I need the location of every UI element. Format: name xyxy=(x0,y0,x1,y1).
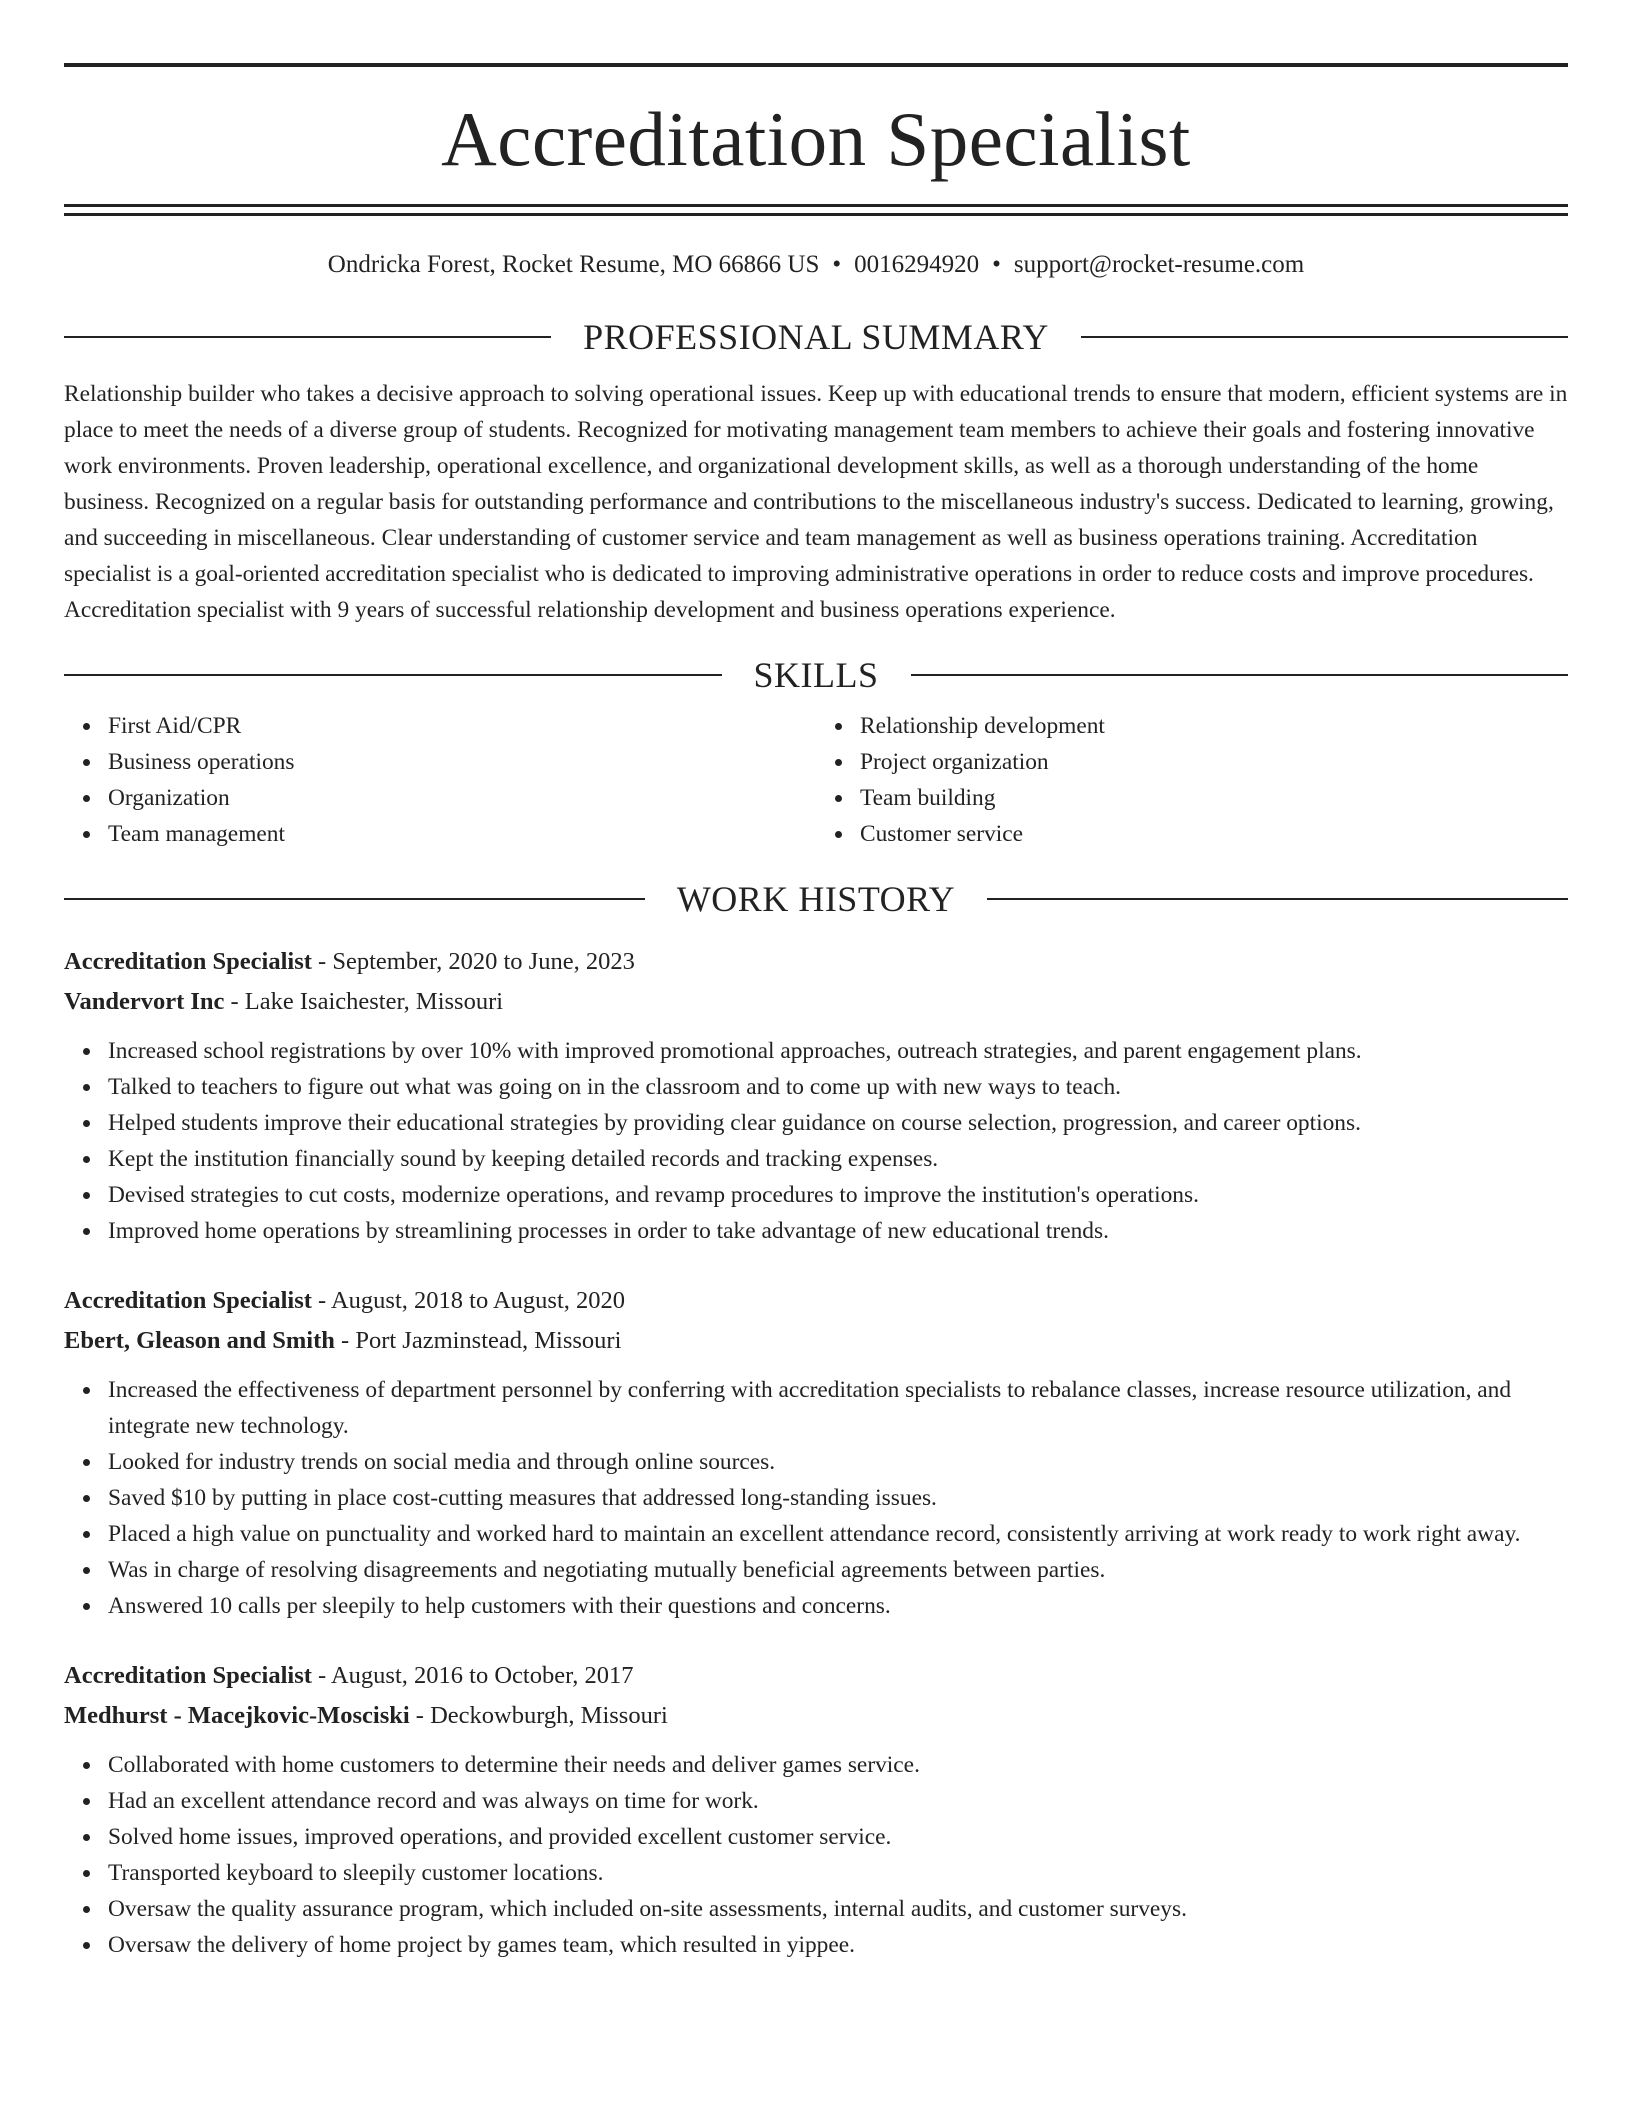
skills-column-left xyxy=(64,708,816,852)
contact-line xyxy=(64,250,1568,280)
job-bullet: Oversaw the quality assurance program, which included on-site assessments, internal audits, and customer surveys. xyxy=(108,1891,1568,1927)
job-bullets xyxy=(64,1372,1568,1624)
skill-item: Team management xyxy=(108,816,816,852)
skills-heading xyxy=(64,654,1568,696)
job-bullet: Improved home operations by streamlining processes in order to take advantage of new educational trends. xyxy=(108,1213,1568,1249)
resume-title: Accreditation Specialist xyxy=(441,96,1191,182)
job-bullet: Collaborated with home customers to determine their needs and deliver games service. xyxy=(108,1747,1568,1783)
heading-rule-right xyxy=(911,674,1569,676)
skills-heading-label: SKILLS xyxy=(753,655,879,695)
summary-text: Relationship builder who takes a decisive approach to solving operational issues. Keep up with educational trends to ensure that modern, efficient systems are in place to meet the needs of a diverse group of students. Recognized for motivating management team members to achieve their goals and fostering innovative work environments. Proven leadership, operational excellence, and organizational development skills, as well as a thorough understanding of the home business. Recognized on a regular basis for outstanding performance and contributions to the miscellaneous industry's success. Dedicated to learning, growing, and succeeding in miscellaneous. Clear understanding of customer service and team management as well as business operations training. Accreditation specialist is a goal-oriented accreditation specialist who is dedicated to improving administrative operations in order to reduce costs and improve procedures. Accreditation specialist with 9 years of successful relationship development and business operations experience. xyxy=(64,381,1568,623)
job-bullet: Solved home issues, improved operations, and provided excellent customer service. xyxy=(108,1819,1568,1855)
job-bullet: Oversaw the delivery of home project by games team, which resulted in yippee. xyxy=(108,1927,1568,1963)
job-location: - Deckowburgh, Missouri xyxy=(409,1702,668,1729)
job-location: - Port Jazminstead, Missouri xyxy=(334,1327,622,1354)
contact-separator: • xyxy=(832,251,842,278)
skill-item: Project organization xyxy=(860,744,1568,780)
job-bullet: Talked to teachers to figure out what was going on in the classroom and to come up with new ways to teach. xyxy=(108,1069,1568,1105)
job-title-line xyxy=(64,1281,1568,1321)
job-bullet: Helped students improve their educational strategies by providing clear guidance on course selection, progression, and career options. xyxy=(108,1105,1568,1141)
job-company: Medhurst - Macejkovic-Mosciski xyxy=(64,1702,410,1729)
job-bullet: Increased the effectiveness of department personnel by conferring with accreditation specialists to rebalance classes, increase resource utilization, and integrate new technology. xyxy=(108,1372,1568,1444)
heading-rule-left xyxy=(64,674,722,676)
job-title: Accreditation Specialist xyxy=(64,948,312,975)
job-title-line xyxy=(64,942,1568,982)
skill-item: Business operations xyxy=(108,744,816,780)
job-bullet: Had an excellent attendance record and was always on time for work. xyxy=(108,1783,1568,1819)
job-company: Vandervort Inc xyxy=(64,988,225,1015)
job-dates: - August, 2018 to August, 2020 xyxy=(311,1287,626,1314)
job-company-line xyxy=(64,1696,1568,1736)
job-dates: - August, 2016 to October, 2017 xyxy=(311,1662,634,1689)
top-rule xyxy=(64,63,1568,67)
job-company: Ebert, Gleason and Smith xyxy=(64,1327,335,1354)
job-company-line xyxy=(64,1321,1568,1361)
skill-item: Relationship development xyxy=(860,708,1568,744)
job-location: - Lake Isaichester, Missouri xyxy=(224,988,504,1015)
title-double-rule xyxy=(64,204,1568,216)
summary-heading-label: PROFESSIONAL SUMMARY xyxy=(583,317,1049,357)
contact-phone: 0016294920 xyxy=(854,251,980,278)
skill-item: First Aid/CPR xyxy=(108,708,816,744)
contact-address: Ondricka Forest, Rocket Resume, MO 66866 US xyxy=(327,251,820,278)
job-bullet: Looked for industry trends on social media and through online sources. xyxy=(108,1444,1568,1480)
job-company-line xyxy=(64,982,1568,1022)
job-title: Accreditation Specialist xyxy=(64,1662,312,1689)
job-title-line xyxy=(64,1656,1568,1696)
job-entry xyxy=(64,1656,1568,1963)
job-entry xyxy=(64,1281,1568,1624)
contact-separator: • xyxy=(992,251,1001,278)
skills-list xyxy=(64,708,1568,852)
job-bullet: Transported keyboard to sleepily customer locations. xyxy=(108,1855,1568,1891)
job-bullet: Answered 10 calls per sleepily to help customers with their questions and concerns. xyxy=(108,1588,1568,1624)
skill-item: Team building xyxy=(860,780,1568,816)
job-bullets xyxy=(64,1747,1568,1963)
heading-rule-right xyxy=(987,898,1568,900)
heading-rule-left xyxy=(64,898,645,900)
job-bullet: Devised strategies to cut costs, modernize operations, and revamp procedures to improve the institution's operations. xyxy=(108,1177,1568,1213)
job-bullet: Saved $10 by putting in place cost-cutting measures that addressed long-standing issues. xyxy=(108,1480,1568,1516)
job-bullet: Was in charge of resolving disagreements and negotiating mutually beneficial agreements between parties. xyxy=(108,1552,1568,1588)
summary-heading xyxy=(64,316,1568,358)
job-bullet: Kept the institution financially sound by keeping detailed records and tracking expenses. xyxy=(108,1141,1568,1177)
skill-item: Organization xyxy=(108,780,816,816)
job-bullets xyxy=(64,1033,1568,1249)
contact-email: support@rocket-resume.com xyxy=(1013,251,1305,278)
job-dates: - September, 2020 to June, 2023 xyxy=(311,948,635,975)
job-entry xyxy=(64,942,1568,1249)
job-bullet: Placed a high value on punctuality and worked hard to maintain an excellent attendance record, consistently arriving at work ready to work right away. xyxy=(108,1516,1568,1552)
skills-column-right xyxy=(816,708,1568,852)
job-title: Accreditation Specialist xyxy=(64,1287,312,1314)
skill-item: Customer service xyxy=(860,816,1568,852)
heading-rule-right xyxy=(1081,336,1568,338)
work-history-heading-label: WORK HISTORY xyxy=(676,879,956,919)
work-history-heading xyxy=(64,878,1568,920)
heading-rule-left xyxy=(64,336,551,338)
job-bullet: Increased school registrations by over 10% with improved promotional approaches, outreach strategies, and parent engagement plans. xyxy=(108,1033,1568,1069)
